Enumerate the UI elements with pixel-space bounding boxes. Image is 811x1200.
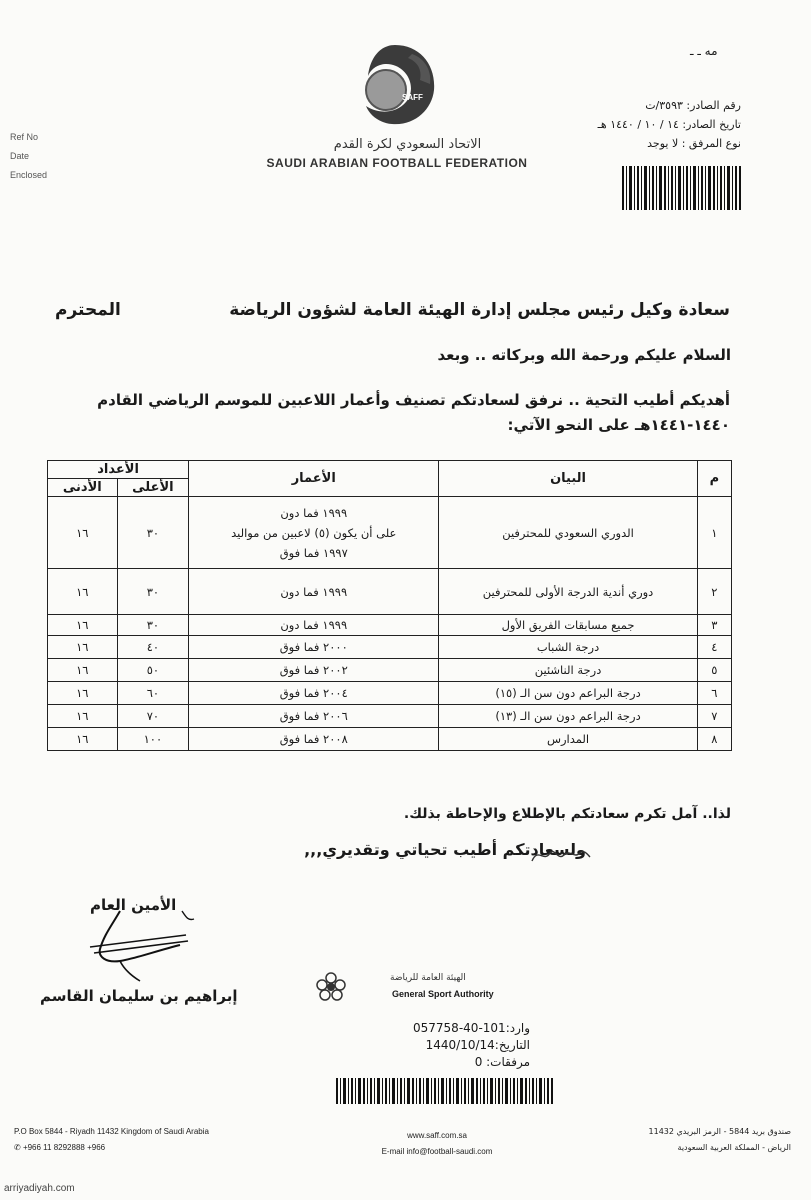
row-num: ٤: [697, 636, 731, 659]
row-ages: [189, 497, 439, 569]
table-row: [48, 659, 732, 682]
handwritten-signature-icon: [60, 905, 200, 985]
logo-text: SAFF: [402, 93, 423, 102]
row-num: ٦: [697, 682, 731, 705]
row-ages: ١٩٩٩ فما دون: [189, 615, 439, 636]
footer-contact: [362, 1128, 512, 1160]
row-description: درجة الشباب: [439, 636, 697, 659]
enclosed-label: Enclosed: [10, 170, 48, 180]
reference-date: تاريخ الصادر: ١٤ / ١٠ / ١٤٤٠ هـ: [597, 118, 741, 131]
header-description: البيان: [439, 461, 697, 497]
row-ages: ٢٠٠٠ فما فوق: [189, 636, 439, 659]
row-max: ٧٠: [117, 705, 189, 728]
row-num: ٧: [697, 705, 731, 728]
honorific: المحترم: [55, 300, 121, 320]
row-num: ٢: [697, 569, 731, 615]
barcode-bottom: [336, 1078, 556, 1104]
table-row: [48, 636, 732, 659]
incoming-stamp: [380, 1020, 530, 1071]
federation-name-ar: الاتحاد السعودي لكرة القدم: [333, 137, 482, 152]
footer-address-en: [14, 1124, 209, 1156]
date-label: Date: [10, 151, 30, 161]
row-max: ٤٠: [117, 636, 189, 659]
row-min: ١٦: [48, 682, 118, 705]
incoming-number: وارد:101-40-057758: [413, 1021, 530, 1035]
table-row: [48, 497, 732, 569]
recipient-line: [55, 300, 730, 320]
row-description: الدوري السعودي للمحترفين: [439, 497, 697, 569]
incoming-attachments: مرفقات: 0: [474, 1055, 530, 1069]
row-max: ٣٠: [117, 615, 189, 636]
table-row: [48, 569, 732, 615]
row-min: ١٦: [48, 705, 118, 728]
row-min: ١٦: [48, 728, 118, 751]
footer-address-ar-line2: الرياض - المملكة العربية السعودية: [677, 1143, 791, 1152]
age-line: ١٩٩٩ فما دون: [280, 505, 348, 520]
signatory-name: إبراهيم بن سليمان القاسم: [40, 987, 238, 1005]
header-max: الأعلى: [117, 479, 189, 497]
row-max: ٦٠: [117, 682, 189, 705]
table-row: [48, 705, 732, 728]
header-num: م: [697, 461, 731, 497]
footer-address-ar-line1: صندوق بريد 5844 - الرمز البريدي 11432: [648, 1127, 791, 1136]
initials-signature-icon: [528, 843, 592, 867]
row-ages: ٢٠٠٦ فما فوق: [189, 705, 439, 728]
watermark: arriyadiyah.com: [4, 1183, 75, 1194]
footer-website[interactable]: www.saff.com.sa: [407, 1131, 467, 1140]
regards-line: ولسعادتكم أطيب تحياتي وتقديري,,,: [304, 840, 586, 859]
table-row: [48, 615, 732, 636]
row-description: درجة الناشئين: [439, 659, 697, 682]
row-max: ٣٠: [117, 569, 189, 615]
row-description: درجة البراعم دون سن الـ (١٣): [439, 705, 697, 728]
table-row: [48, 728, 732, 751]
row-num: ٣: [697, 615, 731, 636]
row-min: ١٦: [48, 569, 118, 615]
footer-address-ar: [649, 1124, 791, 1156]
row-ages: ١٩٩٩ فما دون: [189, 569, 439, 615]
recipient-title: سعادة وكيل رئيس مجلس إدارة الهيئة العامة لشؤون الرياضة: [229, 300, 730, 320]
row-min: ١٦: [48, 615, 118, 636]
federation-name-en: SAUDI ARABIAN FOOTBALL FEDERATION: [266, 156, 528, 170]
gsa-emblem-icon: [312, 968, 350, 1006]
age-line: ١٩٩٧ فما فوق: [279, 545, 348, 560]
ref-labels: [10, 128, 47, 185]
saff-logo-icon: [350, 40, 440, 130]
row-ages: ٢٠٠٤ فما فوق: [189, 682, 439, 705]
row-num: ٨: [697, 728, 731, 751]
phone-icon: ✆: [14, 1143, 21, 1152]
closing-line: لذا.. آمل تكرم سعادتكم بالإطلاع والإحاطة بذلك.: [403, 806, 731, 822]
intro-paragraph: أهديكم أطيب التحية .. نرفق لسعادتكم تصنيف وأعمار اللاعبين للموسم الرياضي القادم ١٤٤٠-١٤٤١هـ على النحو الآتي:: [97, 391, 730, 434]
reference-number: رقم الصادر: ٣٥٩٣/ت: [645, 99, 741, 112]
greeting: السلام عليكم ورحمة الله وبركاته .. وبعد: [437, 346, 731, 364]
header-min: الأدنى: [48, 479, 118, 497]
signatory-title: الأمين العام: [90, 896, 177, 914]
row-min: ١٦: [48, 497, 118, 569]
row-description: درجة البراعم دون سن الـ (١٥): [439, 682, 697, 705]
gsa-name-ar: الهيئة العامة للرياضة: [390, 973, 466, 983]
footer-address: P.O Box 5844 - Riyadh 11432 Kingdom of Saudi Arabia: [14, 1127, 209, 1136]
row-ages: ٢٠٠٨ فما فوق: [189, 728, 439, 751]
row-description: دوري أندية الدرجة الأولى للمحترفين: [439, 569, 697, 615]
gsa-name-en: General Sport Authority: [392, 989, 494, 999]
row-max: ٥٠: [117, 659, 189, 682]
footer-phone: [14, 1140, 209, 1156]
ref-no-label: Ref No: [10, 132, 39, 142]
header-ages: الأعمار: [189, 461, 439, 497]
row-description: جميع مسابقات الفريق الأول: [439, 615, 697, 636]
row-ages: ٢٠٠٢ فما فوق: [189, 659, 439, 682]
top-mark: مه ـ ـ: [690, 44, 718, 58]
header-counts: الأعداد: [48, 461, 189, 479]
row-num: ٥: [697, 659, 731, 682]
footer-phone-text: +966 11 8292888 +966: [22, 1143, 106, 1152]
age-line: على أن يكون (٥) لاعبين من مواليد: [231, 525, 397, 540]
row-num: ١: [697, 497, 731, 569]
barcode-top: [622, 166, 742, 210]
table-row: [48, 682, 732, 705]
reference-block: [541, 96, 741, 153]
row-min: ١٦: [48, 659, 118, 682]
footer-email[interactable]: E-mail info@football-saudi.com: [381, 1147, 493, 1156]
incoming-date: التاريخ:1440/10/14: [425, 1038, 530, 1052]
attachment-type: نوع المرفق : لا يوجد: [647, 137, 741, 150]
row-max: ١٠٠: [117, 728, 189, 751]
row-min: ١٦: [48, 636, 118, 659]
player-classification-table: [47, 460, 732, 751]
row-description: المدارس: [439, 728, 697, 751]
row-max: ٣٠: [117, 497, 189, 569]
